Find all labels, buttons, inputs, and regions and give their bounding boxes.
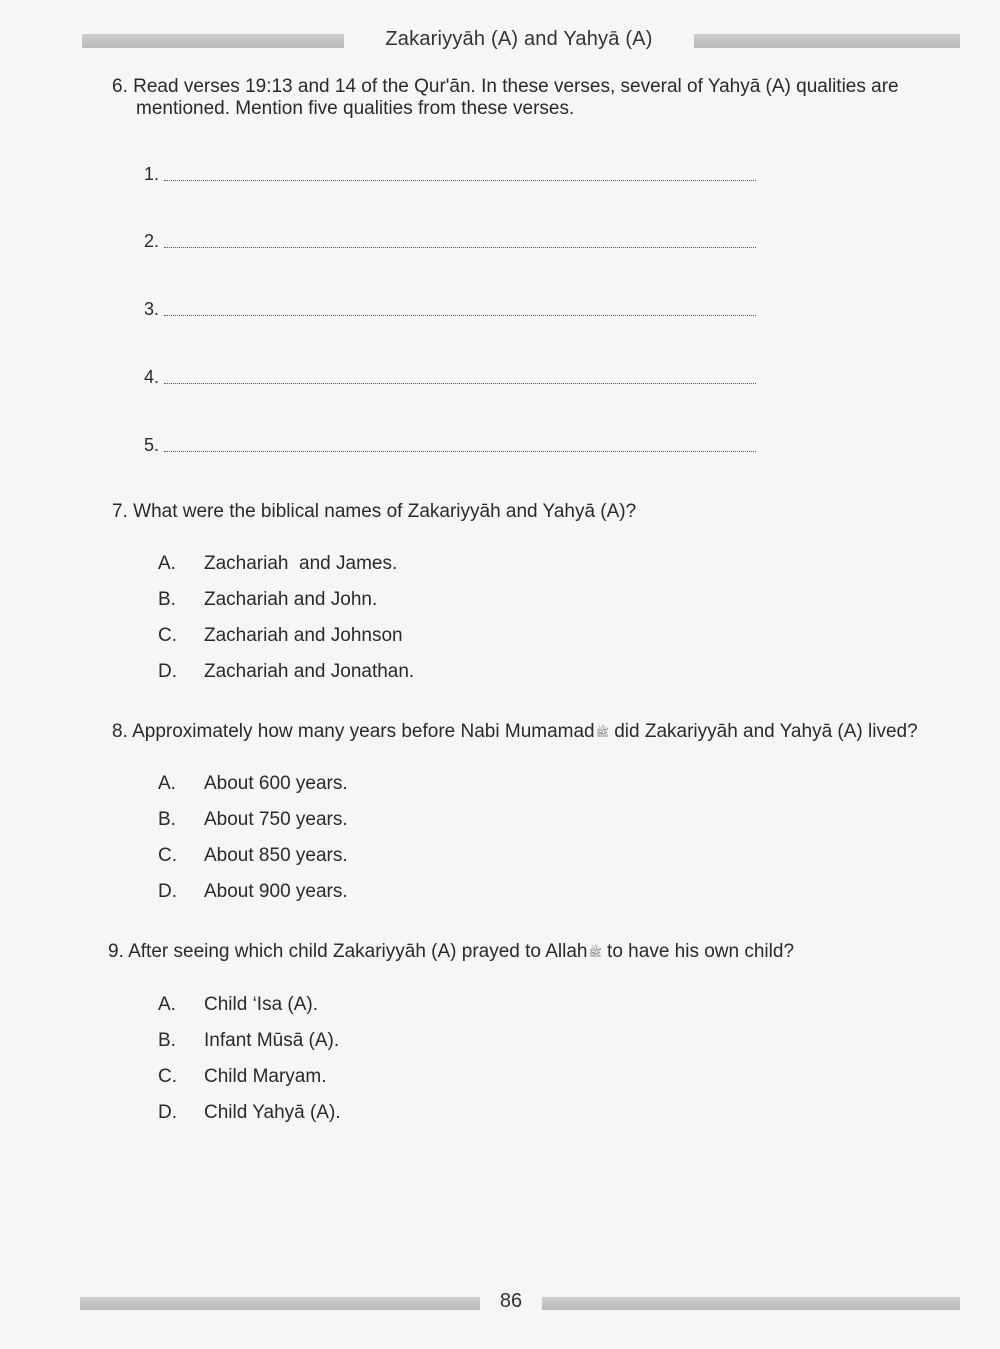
question-text: Read verses 19:13 and 14 of the Qur'ān. In these verses, several of Yahyā (A) qualities are	[133, 76, 899, 97]
dotted-line	[164, 451, 756, 452]
answer-line-5[interactable]	[144, 435, 756, 457]
option-letter: D.	[158, 1102, 177, 1123]
dotted-line	[164, 315, 756, 316]
page-number: 86	[499, 1290, 523, 1312]
question-text: Approximately how many years before Nabi Mumamad	[132, 721, 595, 742]
option-letter: D.	[158, 881, 177, 902]
dotted-line	[164, 247, 756, 248]
option-9a[interactable]	[158, 994, 318, 1018]
page-footer	[80, 1290, 960, 1320]
question-number: 7.	[112, 501, 128, 522]
option-text: Zachariah and Johnson	[204, 625, 403, 646]
header-bar-left	[82, 34, 344, 48]
dotted-line	[164, 383, 756, 384]
option-7b[interactable]	[158, 589, 377, 613]
dotted-line	[164, 180, 756, 181]
answer-line-1[interactable]	[144, 164, 756, 186]
option-text: Infant Mūsā (A).	[204, 1030, 340, 1051]
question-9	[108, 941, 948, 964]
answer-line-4[interactable]	[144, 367, 756, 389]
option-text: Zachariah and John.	[204, 589, 378, 610]
option-letter: B.	[158, 809, 176, 830]
question-number: 6.	[112, 76, 128, 97]
honorific-icon: ﷺ	[588, 947, 602, 959]
header-bar-right	[694, 34, 960, 48]
option-9b[interactable]	[158, 1030, 339, 1054]
question-7	[112, 501, 932, 523]
option-letter: D.	[158, 661, 177, 682]
honorific-icon: ﷺ	[595, 727, 609, 739]
question-text: After seeing which child Zakariyyāh (A) prayed to Allah	[128, 941, 588, 962]
option-8d[interactable]	[158, 881, 348, 905]
question-6	[112, 76, 932, 120]
option-7d[interactable]	[158, 661, 414, 685]
answer-line-number: 1.	[144, 164, 160, 184]
option-text: About 600 years.	[204, 773, 348, 794]
option-text: About 750 years.	[204, 809, 348, 830]
option-9d[interactable]	[158, 1102, 341, 1126]
footer-bar-left	[80, 1297, 480, 1310]
answer-line-3[interactable]	[144, 299, 756, 321]
option-8a[interactable]	[158, 773, 348, 797]
answer-line-number: 3.	[144, 299, 160, 319]
option-9c[interactable]	[158, 1066, 326, 1090]
option-8b[interactable]	[158, 809, 348, 833]
question-text-end: to have his own child?	[601, 941, 795, 962]
page-title: Zakariyyāh (A) and Yahyā (A)	[385, 28, 653, 50]
option-7c[interactable]	[158, 625, 403, 649]
option-text: Child Maryam.	[204, 1066, 327, 1087]
answer-line-number: 4.	[144, 367, 160, 387]
option-letter: B.	[158, 589, 176, 610]
option-letter: C.	[158, 625, 177, 646]
question-text: What were the biblical names of Zakariyyāh and Yahyā (A)?	[133, 501, 637, 522]
answer-line-number: 5.	[144, 435, 160, 455]
option-text: About 900 years.	[204, 881, 348, 902]
answer-line-number: 2.	[144, 231, 160, 251]
option-8c[interactable]	[158, 845, 348, 869]
option-text: Zachariah and Jonathan.	[204, 661, 415, 682]
page-header	[82, 26, 960, 56]
option-text: Child ‘Isa (A).	[204, 994, 319, 1015]
footer-bar-right	[542, 1297, 960, 1310]
option-letter: B.	[158, 1030, 176, 1051]
answer-line-2[interactable]	[144, 231, 756, 253]
question-8	[112, 721, 952, 744]
option-text: Child Yahyā (A).	[204, 1102, 341, 1123]
question-number: 8.	[112, 721, 128, 742]
option-letter: C.	[158, 845, 177, 866]
option-text: Zachariah and James.	[204, 553, 398, 574]
option-letter: C.	[158, 1066, 177, 1087]
question-number: 9.	[108, 941, 124, 962]
option-7a[interactable]	[158, 553, 397, 577]
option-letter: A.	[158, 994, 176, 1015]
question-text-line2: mentioned. Mention five qualities from these verses.	[136, 98, 575, 119]
question-text-end: did Zakariyyāh and Yahyā (A) lived?	[608, 721, 918, 742]
option-letter: A.	[158, 773, 176, 794]
option-letter: A.	[158, 553, 176, 574]
option-text: About 850 years.	[204, 845, 348, 866]
